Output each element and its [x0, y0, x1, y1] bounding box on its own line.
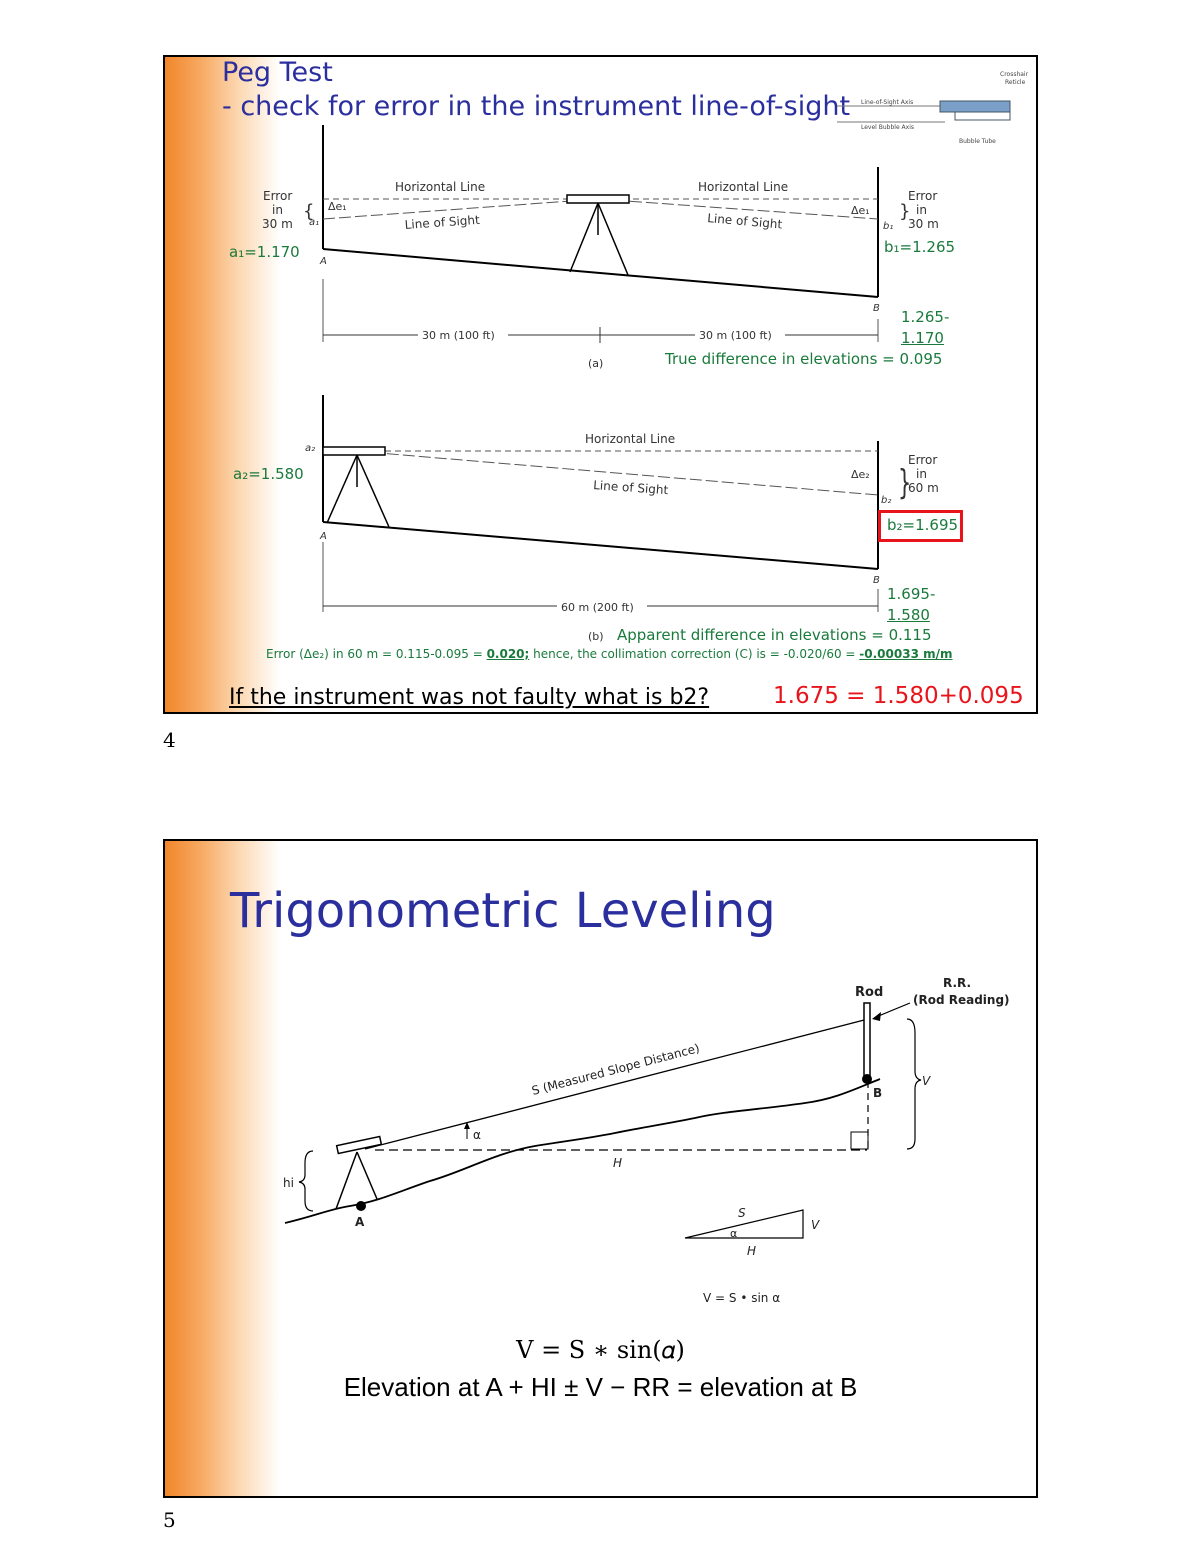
inset-crosshair: Crosshair — [1000, 71, 1029, 78]
svg-text:}: } — [898, 462, 912, 503]
inset-reticle: Reticle — [1005, 79, 1026, 86]
apparent-difference: Apparent difference in elevations = 0.115 — [617, 626, 932, 644]
formula-small: V = S • sin α — [703, 1291, 781, 1305]
delta-e-b: Δe₂ — [851, 468, 870, 481]
b2-label: b₂ — [881, 495, 892, 506]
a1-value: a₁=1.170 — [229, 243, 300, 261]
triangle-v: V — [811, 1218, 820, 1232]
dist-left: 30 m (100 ft) — [422, 329, 495, 342]
h-label: H — [613, 1156, 623, 1170]
page-number-5: 5 — [163, 1508, 176, 1532]
error-b-1: Error — [908, 453, 938, 467]
triangle-alpha: α — [730, 1227, 738, 1240]
triangle-h: H — [747, 1244, 757, 1258]
triangle-s: S — [738, 1206, 746, 1220]
a1-label: a₁ — [309, 217, 320, 228]
error-right-3: 30 m — [908, 217, 939, 231]
slide-peg-test — [163, 55, 1038, 714]
point-a-label: A — [320, 256, 327, 267]
rr-label-1: R.R. — [943, 976, 972, 990]
svg-text:{: { — [303, 201, 315, 222]
slide-subtitle: - check for error in the instrument line-of-sight — [222, 91, 851, 122]
rod-label: Rod — [855, 985, 884, 1000]
true-difference: True difference in elevations = 0.095 — [665, 350, 943, 368]
alpha-label: α — [473, 1128, 481, 1142]
b1-label: b₁ — [883, 221, 894, 232]
error-calculation-line — [266, 647, 953, 661]
dist-right: 30 m (100 ft) — [699, 329, 772, 342]
error-line-result: -0.00033 m/m — [859, 647, 953, 661]
rr-label-2: (Rod Reading) — [913, 993, 1010, 1007]
error-left-2: in — [272, 203, 283, 217]
inset-bubble-tube: Bubble Tube — [959, 138, 996, 145]
line-of-sight-right: Line of Sight — [706, 211, 783, 232]
slide-trigonometric-leveling — [163, 839, 1038, 1498]
calc-a-line2: 1.170 — [901, 329, 944, 347]
calc-a-line1: 1.265- — [901, 308, 950, 326]
horizontal-line-b: Horizontal Line — [585, 432, 676, 446]
diagram-a — [262, 125, 939, 370]
line-of-sight-left: Line of Sight — [404, 212, 481, 232]
caption-b: (b) — [588, 630, 604, 643]
delta-e-left: Δe₁ — [328, 200, 347, 213]
error-line-prefix: Error (Δe₂) in 60 m = 0.115-0.095 = — [266, 647, 487, 661]
point-b-label: B — [873, 303, 880, 314]
caption-a: (a) — [588, 357, 604, 370]
slope-distance-label: S (Measured Slope Distance) — [530, 1041, 702, 1098]
a2-label: a₂ — [305, 443, 316, 454]
error-right-1: Error — [908, 189, 938, 203]
delta-e-right: Δe₁ — [851, 204, 870, 217]
dist-b: 60 m (200 ft) — [561, 601, 634, 614]
slide-title: Peg Test — [222, 57, 333, 88]
error-left-3: 30 m — [262, 217, 293, 231]
inset-los-axis: Line-of-Sight Axis — [861, 99, 914, 106]
inset-instrument — [837, 71, 1029, 145]
a2-value: a₂=1.580 — [233, 465, 304, 483]
hi-label: hi — [283, 1176, 294, 1190]
point-a-label: A — [355, 1215, 365, 1229]
equation-elevation: Elevation at A + HI ± V − RR = elevation at B — [343, 1372, 858, 1402]
slide-title: Trigonometric Leveling — [230, 883, 776, 939]
error-b-2: in — [916, 467, 927, 481]
line-of-sight-b: Line of Sight — [592, 478, 669, 498]
error-b-3: 60 m — [908, 481, 939, 495]
equation-v: V = S ∗ sin(𝛼) — [516, 1336, 685, 1364]
question-text: If the instrument was not faulty what is b2? — [229, 685, 710, 710]
svg-text:}: } — [899, 201, 911, 222]
horizontal-line-right: Horizontal Line — [698, 180, 789, 194]
point-a-label-b: A — [320, 531, 327, 542]
inset-level-axis: Level Bubble Axis — [861, 124, 914, 131]
page-number-4: 4 — [163, 728, 176, 752]
error-left-1: Error — [263, 189, 293, 203]
horizontal-line-left: Horizontal Line — [395, 180, 486, 194]
calc-b-line1: 1.695- — [887, 585, 936, 603]
error-line-middle: hence, the collimation correction (C) is = -0.020/60 = — [529, 647, 860, 661]
error-line-value: 0.020; — [486, 647, 530, 661]
b1-value: b₁=1.265 — [884, 238, 956, 256]
answer-text: 1.675 = 1.580+0.095 — [773, 683, 1024, 709]
error-right-2: in — [916, 203, 927, 217]
calc-b-line2: 1.580 — [887, 606, 930, 624]
point-b-label: B — [873, 1086, 883, 1100]
v-label: V — [922, 1074, 931, 1088]
point-b-label-b: B — [873, 575, 880, 586]
b2-value: b₂=1.695 — [887, 516, 959, 534]
diagram-b — [305, 395, 939, 643]
